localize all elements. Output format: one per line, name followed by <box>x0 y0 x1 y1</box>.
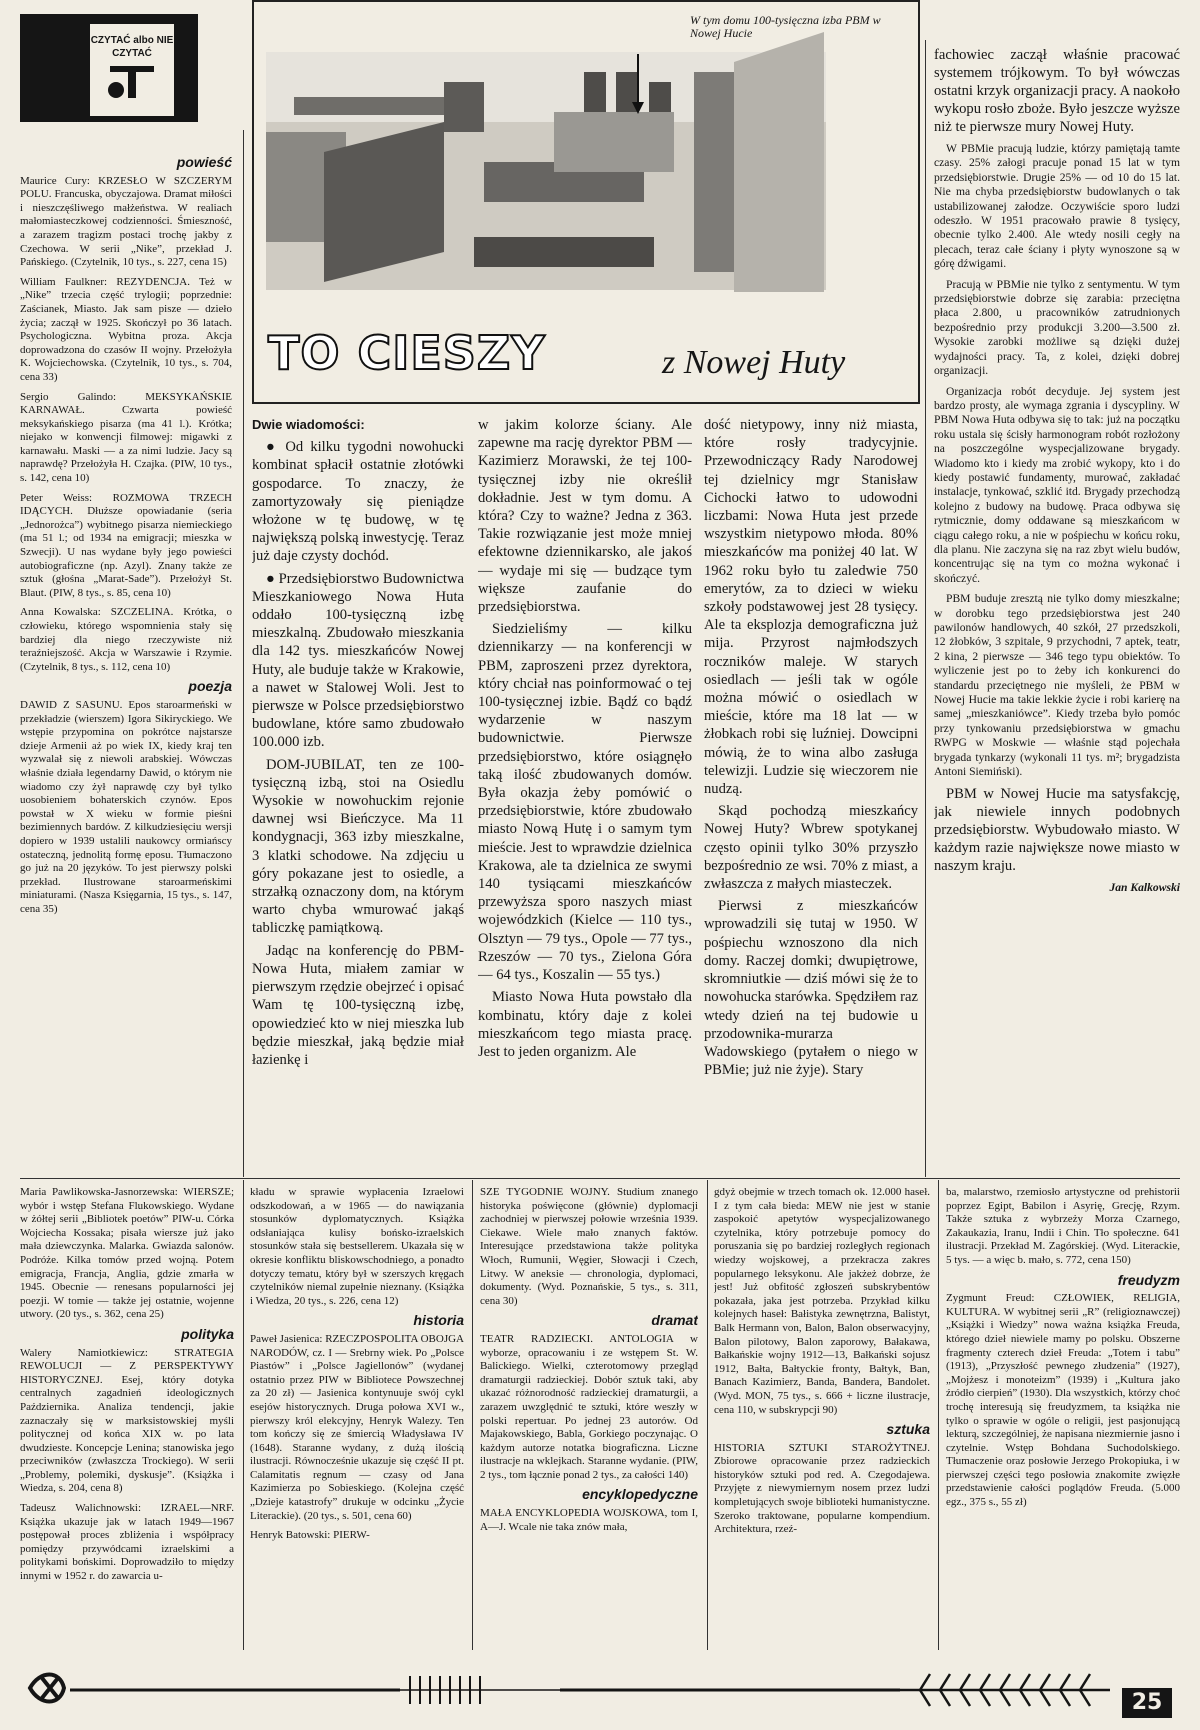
review-item: HISTORIA SZTUKI STAROŻYTNEJ. Zbiorowe opracowanie przez radzieckich historyków sztuki pod red. A. Czegodajewa. Przyjęte z niewymiernym nosem przez ludzi kompletujących swoje biblioteki humanistyczne. Szeroko traktowane, popularne kompendium. Architektura, rzeź- <box>714 1441 930 1536</box>
review-item: William Faulkner: REZYDENCJA. Też w „Nike” trzecia część trylogii; poprzednie: Zaścianek, Miasto. Jak sam pisze — dzieło życia; zaczął w 1925. Skończył po 36 latach. Psychologiczna. Wybitna proza. Akcja doprowadzona do czasów II wojny. Przełożyła K. Wojciechowska. (Czytelnik, 10 tys., s. 704, cena 33) <box>20 275 232 383</box>
article-paragraph: Siedzieliśmy — kilku dziennikarzy — na konferencji w PBM, zaproszeni przez dyrektora, który chciał nas poinformować o tej 100-tysięcznej izbie. Bądź co bądź wydarzenie w naszym budownictwie. Pierwsze przedsiębiorstwo, które osiągnęło taką ilość zbudowanych domów. Była okazja żeby pomówić o przedsiębiorstwie, które zbudowało miasto Nową Hutę i o samym tym mieście. Jest to wprawdzie dzielnica Krakowa, ale ta dzielnica ze swymi 140 tysiącami mieszkańców przewyższa sporo naszych miast wojewódzkich (Kielce — 110 tys., Olsztyn — 79 tys., Opole — 77 tys., Rzeszów — 70 tys., Zielona Góra — 64 tys., Koszalin — 55 tys.) <box>478 621 692 984</box>
review-item: Zygmunt Freud: CZŁOWIEK, RELIGIA, KULTURA. W wybitnej serii „R” (religioznawczej) „Książki i Wiedzy” nowa ważna książka Freuda, którego dzieł niewiele mamy po polsku. Obszerne fragmenty czterech dzieł Freuda: „Totem i tabu” (1913), „Przyszłość pewnego złudzenia” (1927), „Mojżesz i monoteizm” (1939) i „Kultura jako źródło cierpień” (1930). Dla wszystkich, którzy choć trochę interesują się freudyzmem, ta książka nie tylko o sprawie w ogóle o religii, jest pasjonującą lekturą, szczególniej, że napisana niezmiernie jasno i czytelnie. Wstęp Bohdana Suchodolskiego. Tłumaczenie oraz posłowie Jerzego Prokopiuka, i w pierwszej części tego posłowia znakomite zwięzłe przedstawienie całości poglądów Freuda. (5.000 egz., 375 s., 55 zł) <box>946 1292 1180 1509</box>
review-item: kładu w sprawie wypłacenia Izraelowi odszkodowań, a w 1965 — do nawiązania stosunków dyplomatycznych. Książka odsłaniająca kulisy bońsko-izraelskich stosunków stała się bestsellerem. Ukazała się w okresie konfliktu bliskowschodniego, a ponadto dotyczy tematu, który był w szerszych kręgach czytelników niemal zupełnie nieznany. (Książka i Wiedza, 20 tys., s. 226, cena 12) <box>250 1186 464 1307</box>
review-item: Sergio Galindo: MEKSYKAŃSKIE KARNAWAŁ. Czwarta powieść meksykańskiego pisarza (ma 41 l.). Krótka; niejako w konwencji filmowej: migawki z karnawału. Maski — a za nimi ludzie. Jacy są naprawdę? Przełożyła H. Czajka. (PIW, 10 tys., s. 142, cena 10) <box>20 390 232 485</box>
photo-caption: W tym domu 100-tysięczna izba PBM w Nowej Hucie <box>690 13 881 40</box>
article-column-2 <box>478 416 692 1176</box>
table-icon <box>102 60 162 100</box>
logo-badge <box>88 22 176 118</box>
article-paragraph: fachowiec zaczął właśnie pracować systemem trójkowym. To był wówczas ostatni krzyk organizacji pracy. A naokoło wykopu rosło zboże. Było jeszcze wyższe niż te pierwsze mury Nowej Huty. <box>934 47 1180 135</box>
review-column-1 <box>20 152 232 1176</box>
headline-subtitle: z Nowej Huty <box>662 344 846 381</box>
section-heading: sztuka <box>886 1421 930 1438</box>
divider <box>707 1180 708 1650</box>
section-heading: polityka <box>181 1325 234 1342</box>
review-item: MAŁA ENCYKLOPEDIA WOJSKOWA, tom I, A—J. Wcale nie taka znów mała, <box>480 1507 698 1533</box>
article-paragraph: PBM w Nowej Hucie ma satysfakcję, jak niewiele innych podobnych przedsiębiorstw. Wybudowało miasto. W każdym razie największe nowe miasto w naszym kraju. <box>934 786 1180 875</box>
page-number: 25 <box>1122 1688 1172 1718</box>
article-column-3 <box>704 416 918 1176</box>
bottom-column-4 <box>714 1186 930 1648</box>
review-item: Tadeusz Walichnowski: IZRAEL—NRF. Książka ukazuje jak w latach 1949—1967 postępował proces zbliżenia i współpracy pomiędzy przywódcami izraelskimi a politykami bońskimi. Doprowadziło to między innymi w 1952 r. do zawarcia u- <box>20 1502 234 1583</box>
review-item: ba, malarstwo, rzemiosło artystyczne od prehistorii poprzez Egipt, Babilon i Asyrię, Grecję, Rzym. Także sztuka z wybrzeży Morza Czarnego, Zakaukazia, Iranu, Indii i Chin. Tło społeczne. 641 ilustracji. Przekład M. Zagórskiej. (Wyd. Literackie, 5 tys. — a więc b. mało, s. 772, cena 150) <box>946 1186 1180 1266</box>
section-heading: freudyzm <box>1117 1271 1180 1288</box>
divider <box>472 1180 473 1650</box>
bottom-column-5 <box>946 1186 1180 1648</box>
divider <box>20 1178 1180 1179</box>
review-item: Peter Weiss: ROZMOWA TRZECH IDĄCYCH. Dłuższe opowiadanie (seria „Jednorożca”) wybitnego pisarza niemieckiego (ma 51 l.; od 1934 na emigracji; mieszka w Szwecji). U nas wydane były jego powieści autobiograficzne (np. Azyl). Znany także ze sztuk (głośna „Marat-Sade”). Przełożył St. Blaut. (PIW, 8 tys., s. 85, cena 10) <box>20 491 232 599</box>
article-column-4 <box>934 46 1180 1176</box>
section-heading: poezja <box>188 678 232 695</box>
section-heading: historia <box>413 1312 464 1329</box>
bottom-column-2 <box>250 1186 464 1648</box>
article-paragraph: PBM buduje zresztą nie tylko domy mieszkalne; w dorobku tego przedsiębiorstwa jest 240 pawilonów handlowych, 40 szkół, 27 przedszkoli, 12 żłobków, 3 szpitale, 9 przychodni, 7 aptek, teatr, 2 kina, 2 pierwsze — 346 tego typu obiektów. To wyliczenie jest po to żeby ich konkurenci do standardu przeciętnego nie myśleli, że PBM w Nowej Hucie ma takie lekkie życie i robi karierę na samej „mieszkaniówce”. Kiedy trzeba było pomóc przy tynkowaniu przedsiębiorstwa w gmachu RWPG w Moskwie — właśnie stąd pojechała brygada tynkarzy (wykonali 11 tys. m²; brygadzista Antoni Siemiński). <box>934 592 1180 779</box>
review-item: DAWID Z SASUNU. Epos staroarmeński w przekładzie (wierszem) Igora Sikiryckiego. We wstępie przypomina on pokrótce najstarsze dzieje Armenii aż po wiek IX, kiedy kraj ten wyzwalał się z niewoli arabskiej. Wówczas właśnie działa legendarny Dawid, o którym nie wiadomo czy żył naprawdę czy był tylko uosobieniem bohaterskich czynów. Epos powstał w X wieku w formie pieśni bezimiennych bardów. Z kilkudziesięciu wersji dopiero w 1939 ustalili naukowcy ormiańscy ostateczną, jednolitą formę eposu. Tłumaczono go już na 20 języków. To jest pierwszy polski przekład. Ilustrowane staroarmeńskimi miniaturami. (Nasza Księgarnia, 15 tys., s. 147, cena 35) <box>20 698 232 915</box>
section-heading: dramat <box>651 1312 698 1329</box>
review-item: Henryk Batowski: PIERW- <box>250 1529 370 1542</box>
review-item: Maria Pawlikowska-Jasnorzewska: WIERSZE; wybór i wstęp Stefana Flukowskiego. Wydane w żółtej serii „Bibliotek poetów” PIW-u. Córka Wojciecha Kossaka; pisała wiersze już jako mała dziewczynka. Malarka. Gwiazda salonów. Podróże. Kilka tomów przed wojną. Potem emigracja, Francja, Anglia, gdzie zmarła w 1945. Obecnie — renesans popularności jej poezji. W tomie — także jej ostatnie, wojenne utwory. (20 tys., s. 362, cena 25) <box>20 1186 234 1321</box>
review-item: Maurice Cury: KRZESŁO W SZCZERYM POLU. Francuska, obyczajowa. Dramat miłości i nieszczęśliwego małżeństwa. W realiach małomiasteczkowej codzienności. Śmieszność, a zarazem tragizm postaci trochę jakby z Czechowa. W serii „Nike”, przekład J. Pańskiego. (Czytelnik, 10 tys., s. 227, cena 15) <box>20 174 232 269</box>
article-paragraph: Pracują w PBMie nie tylko z sentymentu. W tym przedsiębiorstwie dobrze się zarabia: przeciętna płaca 2.800, u pracowników zatrudnionych bezpośrednio przy produkcji 3.200—3.500 zł. Wysokie zarobki możliwe są dzięki dużej wydajności pracy. Ta, z kolei, dzięki dobrej organizacji. <box>934 277 1180 378</box>
divider <box>925 40 926 1177</box>
article-paragraph: DOM-JUBILAT, ten ze 100-tysięczną izbą, stoi na Osiedlu Wysokie w nowohuckim rejonie dawnej wsi Bieńczyce. Ma 11 kondygnacji, 363 izby mieszkalne, 3 klatki schodowe. Na zdjęciu u góry pokazane jest to osiedle, a strzałką oznaczony dom, na którym warto chyba wmurować jakąś tabliczkę pamiątkową. <box>252 756 464 937</box>
column-logo <box>20 14 198 122</box>
page-footer <box>0 1660 1200 1725</box>
logo-text: CZYTAĆ albo NIE CZYTAĆ <box>90 35 174 59</box>
article-paragraph: dość nietypowy, inny niż miasta, które rosły tradycyjnie. Przewodniczący Rady Narodowej tej dzielnicy mgr Stanisław Cichocki łatwo to udowodni liczbami: Nowa Huta jest przede wszystkim nietypowo młoda. 80% mieszkańców ma poniżej 40 lat. W 1962 roku było tu zaledwie 750 emerytów, za to dzieci w wieku szkoły podstawowej jest 28 tysięcy. Ale ta eksplozja demograficzna już mija. Przyrost najmłodszych roczników maleje. W starych osiedlach — jeśli tak w ogóle można mówić o osiedlach w mieście, które ma 18 lat — w żłobkach robi się luźniej. Dowcipni mówią, że to wina albo zasługa telewizji. Ludzie się wieczorem nie nudzą. <box>704 417 918 798</box>
section-heading: powieść <box>176 154 232 170</box>
divider <box>938 1180 939 1650</box>
divider <box>243 130 244 1177</box>
article-paragraph: Pierwsi z mieszkańców wprowadzili się tutaj w 1950. W pośpiechu wznoszono dla nich domy. Raczej domki; dwupiętrowe, skromniutkie — dziś mówi się że to nowohucka starówka. Spędziłem raz wtedy dzień na tej budowie u przodownika-murarza Wadowskiego (pytałem o niego w PBMie; już nie żyje). Stary <box>704 898 918 1079</box>
article-paragraph: ● Od kilku tygodni nowohucki kombinat spłacił ostatnie złotówki gospodarce. To znaczy, że zamortyzowały się pieniądze włożone w tę budowę, w tę największą polską inwestycję. Teraz już daje czysty dochód. <box>252 439 464 565</box>
footer-ornament <box>0 1660 1200 1725</box>
bottom-column-1 <box>20 1186 234 1648</box>
headline: TO CIESZY <box>268 326 546 380</box>
review-item: Anna Kowalska: SZCZELINA. Krótka, o człowieku, którego wspomnienia stały się bardziej dla niego rzeczywiste niż teraźniejszość. Akcja w Warszawie i Rzymie. (Czytelnik, 8 tys., s. 112, cena 10) <box>20 606 232 673</box>
article-paragraph: Skąd pochodzą mieszkańcy Nowej Huty? Wbrew spotykanej często opinii tylko 30% przyszło bezpośrednio ze wsi. 70% z miast, a zwłaszcza z małych miasteczek. <box>704 803 918 893</box>
article-paragraph: w jakim kolorze ściany. Ale zapewne ma rację dyrektor PBM — Kazimierz Morawski, że tej 100-tysięcznej izby nie określił dokładnie. Jest w tym domu. A która? Czy to ważne? Jedna z 363. Takie rozwiązanie jest może mniej efektowne dziennikarsko, ale jakoś — wydaje mi się — budzące tym większe zaufanie do przedsiębiorstwa. <box>478 417 692 616</box>
author-signature: Jan Kalkowski <box>1109 881 1180 895</box>
article-paragraph: Miasto Nowa Huta powstało dla kombinatu, który daje z kolei mieszkańcom tego miasta pracę. Jest to jeden organizm. Ale <box>478 989 692 1060</box>
article-paragraph: W PBMie pracują ludzie, którzy pamiętają tamte czasy. 25% załogi pracuje ponad 15 lat w tym przedsiębiorstwie. Drugie 25% — od 10 do 15 lat. Nie ma chyba przedsiębiorstw budowlanych o tak ustabilizowanej załodze. Oczywiście sporo ludzi odeszło. W 1951 pracowało prawie 8 tysięcy, obecnie tylko 2.400. Ale wtedy nosili cegły na plecach, teraz całe ściany i płyty wynoszone są w górę dźwigami. <box>934 142 1180 271</box>
divider <box>243 1180 244 1650</box>
review-item: TEATR RADZIECKI. ANTOLOGIA w wyborze, opracowaniu i ze wstępem St. W. Balickiego. Wielki, czterotomowy przegląd dramaturgii radzieckiej. Dobór sztuk taki, aby ukazać różnorodność radzieckiej dramaturgii, a zarazem uwzględnić te sztuki, które weszły w polski repertuar. Po jednej 23 autorów. Od Majakowskiego, Babla, Gorkiego poczynając. O każdym autorze notatka biograficzna. Liczne ilustracje na wklejkach. Staranne wydanie. (PIW, 2 tys., tom łącznie ponad 2 tys., za całości 140) <box>480 1332 698 1481</box>
article-paragraph: Jadąc na konferencję do PBM-Nowa Huta, miałem zamiar w pierwszym rzędzie obejrzeć i opisać Wam tę 100-tysięczną izbę, opowiedzieć kto w niej mieszka lub będzie mieszkał, jaką będzie miał łazienkę i <box>252 942 464 1068</box>
review-item: SZE TYGODNIE WOJNY. Studium znanego historyka poświęcone (głównie) dyplomacji zachodniej w pierwszej połowie września 1939. Ciekawe. Wiele mało znanych faktów. Interesujące przedstawiona także polityka Włoch, Rumunii, Węgier, Słowacji i Czech, Litwy. W aneksie — chronologia, dyplomaci, dokumenty. (Wyd. Poznańskie, 5 tys., s. 311, cena 30) <box>480 1186 698 1307</box>
article-column-1 <box>252 416 464 1176</box>
review-item: gdyż obejmie w trzech tomach ok. 12.000 haseł. I z tym cała bieda: MEW nie jest w stanie zaspokoić apetytów wyspecjalizowanego czytelnika, który potrzebuje pomocy do poruszania się po bardziej rozległych regionach wiedzy wojskowej, a przekracza zakres popularnego leksykonu. Ale jakżeż dobrze, że jest! Już obfitość zgłoszeń subskrybentów pokazała, jaka jest potrzeba. Przykład kilku kolejnych haseł: Bałistyka zewnętrzna, Balistyt, Balk Hermann von, Balon, Balon obserwacyjny, Balon pilotowy, Balon zaporowy, Bałakawa, Bałkańskie wojny 1912—13, Bałkański sojusz 1912, Bałta, Bałtyckie fronty, Bałtyk, Ban, Banach Kazimierz, Banda, Bandera, Bandolet. (Wyd. MON, 75 tys., s. 666 + liczne ilustracje, cena 110, w subskrypcji 90) <box>714 1186 930 1416</box>
article-paragraph: Organizacja robót decyduje. Jej system jest bardzo prosty, ale wymaga zgrania i dyscypliny. W PBM Nowa Huta odbywa się to tak: już na początku roku ustala się ścisły harmonogram robót rozłożony na poszczególne wyspecjalizowane brygady. Wiadomo kto i kiedy ma zrobić wykopy, kto i do kiedy postawić fundamenty, murować, zakładać instalacje, tynkować, szklić itd. Brygady przechodzą kolejno z budowy na budowę. Praca odbywa się rytmicznie, domy oddawane są mieszkańcom w ciągu całego roku, a nie w pośpiechu w końcu roku, dla planu. Nie zaczyna się na raz zbyt wielu budów, koncentrując się na tym co można wykonać i skończyć. <box>934 384 1180 585</box>
article-paragraph: ● Przedsiębiorstwo Budownictwa Mieszkaniowego Nowa Huta oddało 100-tysięczną izbę mieszkalną. Zbudowało mieszkania dla 142 tys. mieszkańców Nowej Huty, ale buduje także w Krakowie, a nawet w Stalowej Woli. Jest to pierwsze w Polsce przedsiębiorstwo budowlane, które samo zbudowało 100.000 izb. <box>252 570 464 751</box>
article-lead-title: Dwie wiadomości: <box>252 417 365 432</box>
bottom-column-3 <box>480 1186 698 1648</box>
review-item: Paweł Jasienica: RZECZPOSPOLITA OBOJGA NARODÓW, cz. I — Srebrny wiek. Po „Polsce Piastów” i „Polsce Jagiellonów” (wydanej ostatnio przez PIW w Bibliotece Powszechnej za 20 zł) — Jasienica kontynuuje swój cykl esejów historycznych. Druga połowa XVI w., pierwszy król elekcyjny, Henryk Walezy. Ten tom kończy się ze śmiercią Władysława IV (1648). Staranne wydany, z dużą ilością ilustracji. Równocześnie ukazuje się część II pt. Calamitatis regnum — czasy od Jana Kazimierza po Sobieskiego. (Kolejna część „Dzieje katastrofy” drukuje w odcinku „Życie Literackie). (20 tys., s. 501, cena 60) <box>250 1332 464 1522</box>
section-heading: encyklopedyczne <box>582 1486 698 1503</box>
review-item: Walery Namiotkiewicz: STRATEGIA REWOLUCJI — Z PERSPEKTYWY HISTORYCZNEJ. Esej, który dotyka centralnych zagadnień ideologicznych Października. Analiza tendencji, jakie zaznaczały się w marksistowskiej myśli politycznej od końca XIX w. po lata dwudzieste. Koncepcje Lenina; stanowiska jego przeciwników (zwłaszcza Trockiego). W serii „Problemy, polemiki, dyskusje”. (Książka i Wiedza, s. 204, cena 8) <box>20 1346 234 1495</box>
